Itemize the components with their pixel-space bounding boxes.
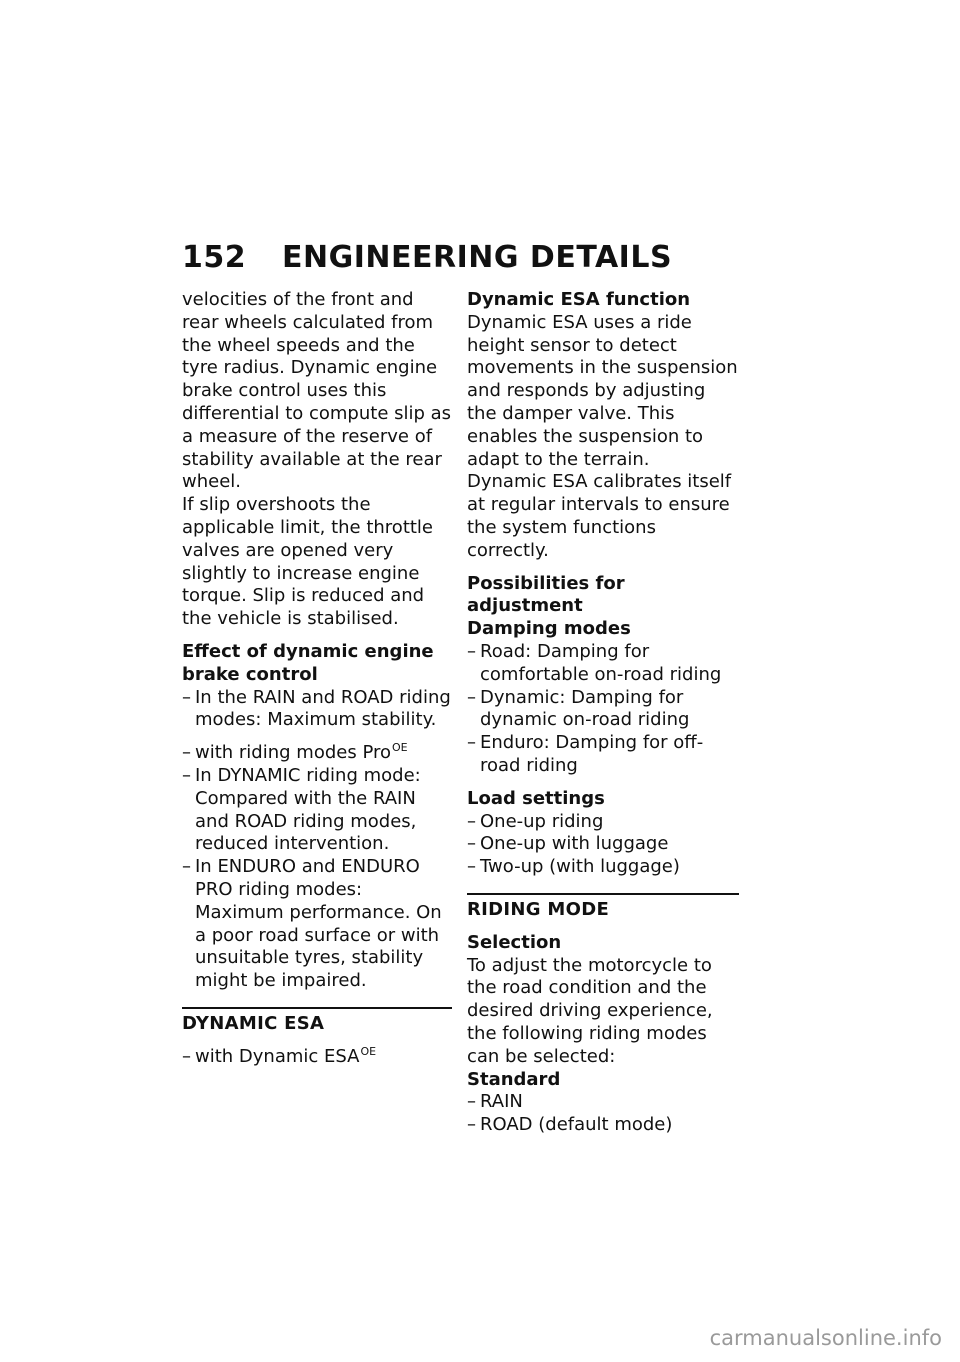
list-item: – RAIN — [467, 1091, 523, 1113]
watermark: carmanualsonline.info — [709, 1326, 942, 1350]
page-header — [182, 240, 672, 280]
section-heading: Standard — [467, 1068, 561, 1090]
section-heading: Damping modes — [467, 618, 631, 640]
option-note: – with riding modes Pro$^{OE}$ — [182, 741, 408, 764]
option-note: – with Dynamic $ESA^{OE}$ — [182, 1044, 377, 1067]
paragraph: velocities of the front and rear wheels calculated from the wheel speeds and the tyre radius. Dynamic engine brake control uses this differential to compute slip as a measure of the reserve of stability available at the rear wheel. — [182, 289, 452, 493]
list-item: – One-up riding — [467, 810, 604, 832]
list-item: – In DYNAMIC riding mode: Compared with the RAIN and ROAD riding modes, reduced intervention. — [182, 764, 421, 855]
list-item: – Enduro: Damping for off-road riding — [467, 732, 704, 776]
paragraph: Dynamic ESA uses a ride height sensor to detect movements in the suspension and responds by adjusting the damper valve. This enables the suspension to adapt to the terrain. — [467, 311, 738, 470]
section-heading: Effect of dynamic engine brake control — [182, 640, 434, 685]
section-heading: Load settings — [467, 787, 605, 809]
section-rule — [467, 893, 739, 922]
list-item: – In the RAIN and ROAD riding modes: Maximum stability. — [182, 686, 451, 731]
section-heading: Selection — [467, 931, 562, 953]
right-column — [467, 289, 739, 1137]
list-item: – ROAD (default mode) — [467, 1114, 673, 1136]
list-item: – Two-up (with luggage) — [467, 856, 680, 878]
page-number: 152 — [182, 240, 247, 275]
oe-superscript: OE — [392, 741, 408, 755]
left-column — [182, 289, 452, 1069]
paragraph: To adjust the motorcycle to the road condition and the desired driving experience, the following riding modes can be selected: — [467, 954, 713, 1067]
paragraph: If slip overshoots the applicable limit, the throttle valves are opened very slightly to increase engine torque. Slip is reduced and the vehicle is stabilised. — [182, 494, 434, 630]
list-item: – Road: Damping for comfortable on-road riding — [467, 640, 722, 685]
page-title: ENGINEERING DETAILS — [282, 240, 673, 275]
paragraph: Dynamic ESA calibrates itself at regular intervals to ensure the system functions correctly. — [467, 471, 732, 561]
section-rule — [182, 1007, 452, 1036]
section-title: DYNAMIC ESA — [182, 1012, 325, 1034]
section-heading: Possibilities for adjustment — [467, 572, 625, 617]
section-heading: Dynamic ESA function — [467, 289, 691, 310]
list-item: – Dynamic: Damping for dynamic on-road riding — [467, 686, 690, 731]
oe-superscript: OE — [360, 1044, 377, 1058]
list-item: – One-up with luggage — [467, 833, 669, 855]
list-item: – In ENDURO and ENDURO PRO riding modes: Maximum performance. On a poor road surface or with unsuitable tyres, stability might be impaired. — [182, 856, 442, 992]
section-title: RIDING MODE — [467, 898, 610, 920]
